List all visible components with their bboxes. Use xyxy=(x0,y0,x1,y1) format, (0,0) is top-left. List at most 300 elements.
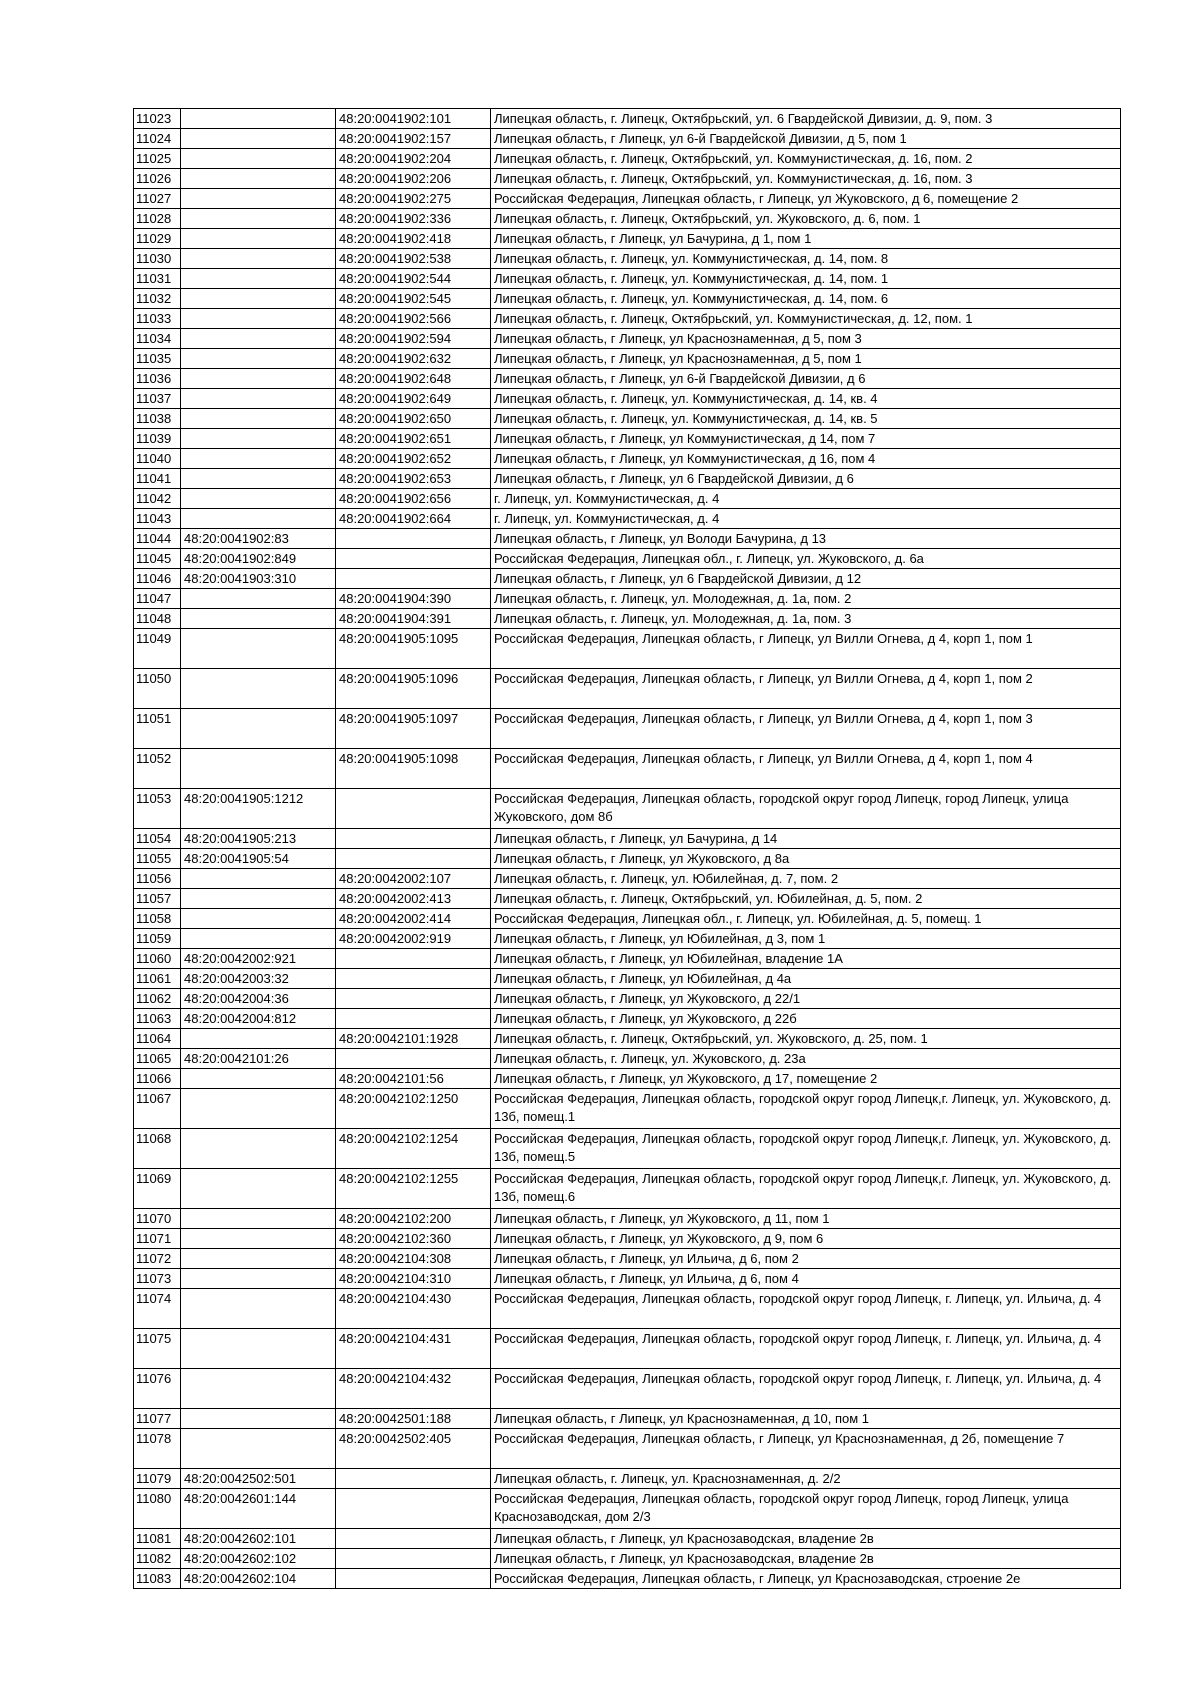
table-row xyxy=(134,1569,1121,1589)
address-cell: Липецкая область, г Липецк, ул Жуковского, д 8а xyxy=(491,849,1121,869)
row-number-cell: 11024 xyxy=(134,129,181,149)
object-cadastral-number-cell xyxy=(336,549,491,569)
object-cadastral-number-cell xyxy=(336,1569,491,1589)
object-cadastral-number-cell: 48:20:0041902:275 xyxy=(336,189,491,209)
table-row xyxy=(134,949,1121,969)
land-cadastral-number-cell xyxy=(181,429,336,449)
land-cadastral-number-cell xyxy=(181,489,336,509)
row-number-cell: 11061 xyxy=(134,969,181,989)
table-row xyxy=(134,609,1121,629)
land-cadastral-number-cell xyxy=(181,189,336,209)
row-number-cell: 11042 xyxy=(134,489,181,509)
land-cadastral-number-cell xyxy=(181,389,336,409)
table-row xyxy=(134,1209,1121,1229)
table-row xyxy=(134,1269,1121,1289)
land-cadastral-number-cell xyxy=(181,909,336,929)
row-number-cell: 11065 xyxy=(134,1049,181,1069)
row-number-cell: 11074 xyxy=(134,1289,181,1329)
table-row xyxy=(134,149,1121,169)
row-number-cell: 11069 xyxy=(134,1169,181,1209)
table-row xyxy=(134,349,1121,369)
address-cell: Российская Федерация, Липецкая область, городской округ город Липецк,г. Липецк, ул. Жуковского, д. 13б, помещ.5 xyxy=(491,1129,1121,1169)
land-cadastral-number-cell: 48:20:0041905:1212 xyxy=(181,789,336,829)
table-row xyxy=(134,1129,1121,1169)
object-cadastral-number-cell xyxy=(336,969,491,989)
address-cell: Липецкая область, г Липецк, ул Юбилейная, д 4а xyxy=(491,969,1121,989)
table-row xyxy=(134,1089,1121,1129)
row-number-cell: 11029 xyxy=(134,229,181,249)
land-cadastral-number-cell xyxy=(181,1129,336,1169)
object-cadastral-number-cell: 48:20:0041902:336 xyxy=(336,209,491,229)
address-cell: Липецкая область, г. Липецк, ул. Коммунистическая, д. 14, кв. 4 xyxy=(491,389,1121,409)
land-cadastral-number-cell xyxy=(181,1169,336,1209)
land-cadastral-number-cell: 48:20:0042004:812 xyxy=(181,1009,336,1029)
document-page xyxy=(133,108,1120,1589)
row-number-cell: 11062 xyxy=(134,989,181,1009)
land-cadastral-number-cell xyxy=(181,409,336,429)
address-cell: Липецкая область, г Липецк, ул Бачурина, д 1, пом 1 xyxy=(491,229,1121,249)
land-cadastral-number-cell: 48:20:0042004:36 xyxy=(181,989,336,1009)
object-cadastral-number-cell xyxy=(336,569,491,589)
row-number-cell: 11030 xyxy=(134,249,181,269)
object-cadastral-number-cell: 48:20:0042002:919 xyxy=(336,929,491,949)
land-cadastral-number-cell xyxy=(181,749,336,789)
address-cell: Липецкая область, г Липецк, ул Жуковского, д 11, пом 1 xyxy=(491,1209,1121,1229)
address-cell: Липецкая область, г. Липецк, Октябрьский, ул. Юбилейная, д. 5, пом. 2 xyxy=(491,889,1121,909)
address-cell: Липецкая область, г Липецк, ул Жуковского, д 22б xyxy=(491,1009,1121,1029)
row-number-cell: 11049 xyxy=(134,629,181,669)
row-number-cell: 11082 xyxy=(134,1549,181,1569)
table-row xyxy=(134,1249,1121,1269)
row-number-cell: 11036 xyxy=(134,369,181,389)
row-number-cell: 11063 xyxy=(134,1009,181,1029)
table-row xyxy=(134,269,1121,289)
address-cell: Российская Федерация, Липецкая область, г Липецк, ул Краснознаменная, д 2б, помещение 7 xyxy=(491,1429,1121,1469)
row-number-cell: 11066 xyxy=(134,1069,181,1089)
address-cell: Липецкая область, г. Липецк, ул. Коммунистическая, д. 14, пом. 1 xyxy=(491,269,1121,289)
land-cadastral-number-cell xyxy=(181,249,336,269)
address-cell: г. Липецк, ул. Коммунистическая, д. 4 xyxy=(491,509,1121,529)
address-cell: Липецкая область, г. Липецк, Октябрьский, ул. Коммунистическая, д. 16, пом. 2 xyxy=(491,149,1121,169)
row-number-cell: 11031 xyxy=(134,269,181,289)
object-cadastral-number-cell: 48:20:0042101:56 xyxy=(336,1069,491,1089)
row-number-cell: 11052 xyxy=(134,749,181,789)
object-cadastral-number-cell: 48:20:0042102:200 xyxy=(336,1209,491,1229)
address-cell: Липецкая область, г Липецк, ул Краснозаводская, владение 2в xyxy=(491,1549,1121,1569)
land-cadastral-number-cell xyxy=(181,1429,336,1469)
object-cadastral-number-cell: 48:20:0041902:566 xyxy=(336,309,491,329)
row-number-cell: 11075 xyxy=(134,1329,181,1369)
row-number-cell: 11079 xyxy=(134,1469,181,1489)
object-cadastral-number-cell xyxy=(336,1009,491,1029)
land-cadastral-number-cell xyxy=(181,149,336,169)
land-cadastral-number-cell xyxy=(181,509,336,529)
object-cadastral-number-cell: 48:20:0041902:206 xyxy=(336,169,491,189)
object-cadastral-number-cell: 48:20:0041904:391 xyxy=(336,609,491,629)
row-number-cell: 11028 xyxy=(134,209,181,229)
address-cell: Российская Федерация, Липецкая область, г Липецк, ул Вилли Огнева, д 4, корп 1, пом 4 xyxy=(491,749,1121,789)
address-cell: Липецкая область, г Липецк, ул 6-й Гвардейской Дивизии, д 5, пом 1 xyxy=(491,129,1121,149)
address-cell: Российская Федерация, Липецкая область, городской округ город Липецк, г. Липецк, ул. Ильича, д. 4 xyxy=(491,1329,1121,1369)
table-row xyxy=(134,969,1121,989)
row-number-cell: 11046 xyxy=(134,569,181,589)
table-row xyxy=(134,989,1121,1009)
table-row xyxy=(134,109,1121,129)
address-cell: Липецкая область, г Липецк, ул Краснознаменная, д 10, пом 1 xyxy=(491,1409,1121,1429)
land-cadastral-number-cell: 48:20:0042602:102 xyxy=(181,1549,336,1569)
row-number-cell: 11034 xyxy=(134,329,181,349)
object-cadastral-number-cell: 48:20:0042104:432 xyxy=(336,1369,491,1409)
land-cadastral-number-cell: 48:20:0041903:310 xyxy=(181,569,336,589)
table-row xyxy=(134,429,1121,449)
land-cadastral-number-cell xyxy=(181,269,336,289)
table-row xyxy=(134,509,1121,529)
land-cadastral-number-cell xyxy=(181,609,336,629)
land-cadastral-number-cell xyxy=(181,109,336,129)
row-number-cell: 11056 xyxy=(134,869,181,889)
row-number-cell: 11083 xyxy=(134,1569,181,1589)
address-cell: Российская Федерация, Липецкая обл., г. Липецк, ул. Юбилейная, д. 5, помещ. 1 xyxy=(491,909,1121,929)
row-number-cell: 11023 xyxy=(134,109,181,129)
row-number-cell: 11070 xyxy=(134,1209,181,1229)
table-row xyxy=(134,1489,1121,1529)
address-cell: Липецкая область, г Липецк, ул Жуковского, д 17, помещение 2 xyxy=(491,1069,1121,1089)
object-cadastral-number-cell: 48:20:0041902:656 xyxy=(336,489,491,509)
address-cell: Липецкая область, г Липецк, ул 6 Гвардейской Дивизии, д 6 xyxy=(491,469,1121,489)
object-cadastral-number-cell: 48:20:0041905:1095 xyxy=(336,629,491,669)
table-row xyxy=(134,289,1121,309)
object-cadastral-number-cell xyxy=(336,1489,491,1529)
row-number-cell: 11078 xyxy=(134,1429,181,1469)
land-cadastral-number-cell: 48:20:0042602:101 xyxy=(181,1529,336,1549)
row-number-cell: 11060 xyxy=(134,949,181,969)
object-cadastral-number-cell: 48:20:0041902:594 xyxy=(336,329,491,349)
address-cell: Липецкая область, г Липецк, ул 6 Гвардейской Дивизии, д 12 xyxy=(491,569,1121,589)
address-cell: Липецкая область, г Липецк, ул Краснознаменная, д 5, пом 3 xyxy=(491,329,1121,349)
table-row xyxy=(134,1409,1121,1429)
table-row xyxy=(134,369,1121,389)
row-number-cell: 11026 xyxy=(134,169,181,189)
row-number-cell: 11040 xyxy=(134,449,181,469)
row-number-cell: 11053 xyxy=(134,789,181,829)
land-cadastral-number-cell xyxy=(181,589,336,609)
row-number-cell: 11077 xyxy=(134,1409,181,1429)
table-row xyxy=(134,329,1121,349)
land-cadastral-number-cell: 48:20:0042101:26 xyxy=(181,1049,336,1069)
land-cadastral-number-cell: 48:20:0041905:54 xyxy=(181,849,336,869)
address-cell: Липецкая область, г Липецк, ул Юбилейная, д 3, пом 1 xyxy=(491,929,1121,949)
address-cell: Липецкая область, г. Липецк, Октябрьский, ул. Коммунистическая, д. 16, пом. 3 xyxy=(491,169,1121,189)
address-cell: Липецкая область, г Липецк, ул Жуковского, д 9, пом 6 xyxy=(491,1229,1121,1249)
land-cadastral-number-cell xyxy=(181,349,336,369)
table-row xyxy=(134,1049,1121,1069)
table-row xyxy=(134,1429,1121,1469)
row-number-cell: 11073 xyxy=(134,1269,181,1289)
address-cell: Российская Федерация, Липецкая область, городской округ город Липецк,г. Липецк, ул. Жуковского, д. 13б, помещ.1 xyxy=(491,1089,1121,1129)
object-cadastral-number-cell: 48:20:0041905:1097 xyxy=(336,709,491,749)
object-cadastral-number-cell: 48:20:0042502:405 xyxy=(336,1429,491,1469)
table-row xyxy=(134,1529,1121,1549)
land-cadastral-number-cell xyxy=(181,469,336,489)
table-row xyxy=(134,469,1121,489)
land-cadastral-number-cell xyxy=(181,369,336,389)
row-number-cell: 11043 xyxy=(134,509,181,529)
land-cadastral-number-cell xyxy=(181,289,336,309)
object-cadastral-number-cell xyxy=(336,849,491,869)
row-number-cell: 11033 xyxy=(134,309,181,329)
table-row xyxy=(134,229,1121,249)
land-cadastral-number-cell: 48:20:0041902:849 xyxy=(181,549,336,569)
address-cell: Российская Федерация, Липецкая область, г Липецк, ул Краснозаводская, строение 2е xyxy=(491,1569,1121,1589)
address-cell: Липецкая область, г Липецк, ул Ильича, д 6, пом 4 xyxy=(491,1269,1121,1289)
address-cell: Российская Федерация, Липецкая область, городской округ город Липецк, город Липецк, улица Краснозаводская, дом 2/3 xyxy=(491,1489,1121,1529)
land-cadastral-number-cell xyxy=(181,229,336,249)
row-number-cell: 11048 xyxy=(134,609,181,629)
address-cell: Российская Федерация, Липецкая область, г Липецк, ул Вилли Огнева, д 4, корп 1, пом 2 xyxy=(491,669,1121,709)
address-cell: Липецкая область, г. Липецк, ул. Коммунистическая, д. 14, пом. 6 xyxy=(491,289,1121,309)
row-number-cell: 11058 xyxy=(134,909,181,929)
object-cadastral-number-cell: 48:20:0041902:650 xyxy=(336,409,491,429)
table-row xyxy=(134,629,1121,669)
row-number-cell: 11038 xyxy=(134,409,181,429)
object-cadastral-number-cell xyxy=(336,989,491,1009)
address-cell: Липецкая область, г. Липецк, Октябрьский, ул. 6 Гвардейской Дивизии, д. 9, пом. 3 xyxy=(491,109,1121,129)
row-number-cell: 11051 xyxy=(134,709,181,749)
object-cadastral-number-cell xyxy=(336,789,491,829)
address-cell: Липецкая область, г Липецк, ул 6-й Гвардейской Дивизии, д 6 xyxy=(491,369,1121,389)
object-cadastral-number-cell: 48:20:0041902:652 xyxy=(336,449,491,469)
object-cadastral-number-cell: 48:20:0042102:1254 xyxy=(336,1129,491,1169)
table-row xyxy=(134,889,1121,909)
object-cadastral-number-cell xyxy=(336,1049,491,1069)
land-cadastral-number-cell xyxy=(181,869,336,889)
table-row xyxy=(134,489,1121,509)
table-row xyxy=(134,1009,1121,1029)
address-cell: Российская Федерация, Липецкая область, г Липецк, ул Жуковского, д 6, помещение 2 xyxy=(491,189,1121,209)
address-cell: Липецкая область, г Липецк, ул Юбилейная, владение 1А xyxy=(491,949,1121,969)
table-row xyxy=(134,829,1121,849)
address-cell: Российская Федерация, Липецкая область, городской округ город Липецк, г. Липецк, ул. Ильича, д. 4 xyxy=(491,1289,1121,1329)
object-cadastral-number-cell: 48:20:0041902:664 xyxy=(336,509,491,529)
land-cadastral-number-cell xyxy=(181,309,336,329)
table-row xyxy=(134,589,1121,609)
row-number-cell: 11080 xyxy=(134,1489,181,1529)
row-number-cell: 11081 xyxy=(134,1529,181,1549)
land-cadastral-number-cell: 48:20:0042602:104 xyxy=(181,1569,336,1589)
address-cell: Российская Федерация, Липецкая обл., г. Липецк, ул. Жуковского, д. 6а xyxy=(491,549,1121,569)
row-number-cell: 11032 xyxy=(134,289,181,309)
object-cadastral-number-cell: 48:20:0041902:632 xyxy=(336,349,491,369)
address-cell: г. Липецк, ул. Коммунистическая, д. 4 xyxy=(491,489,1121,509)
object-cadastral-number-cell: 48:20:0041902:204 xyxy=(336,149,491,169)
object-cadastral-number-cell: 48:20:0041902:653 xyxy=(336,469,491,489)
row-number-cell: 11050 xyxy=(134,669,181,709)
table-row xyxy=(134,389,1121,409)
address-cell: Липецкая область, г. Липецк, ул. Молодежная, д. 1а, пом. 3 xyxy=(491,609,1121,629)
land-cadastral-number-cell xyxy=(181,669,336,709)
address-cell: Липецкая область, г Липецк, ул Жуковского, д 22/1 xyxy=(491,989,1121,1009)
object-cadastral-number-cell: 48:20:0042102:1255 xyxy=(336,1169,491,1209)
address-cell: Липецкая область, г. Липецк, ул. Коммунистическая, д. 14, кв. 5 xyxy=(491,409,1121,429)
table-row xyxy=(134,1289,1121,1329)
row-number-cell: 11027 xyxy=(134,189,181,209)
object-cadastral-number-cell: 48:20:0041902:544 xyxy=(336,269,491,289)
object-cadastral-number-cell: 48:20:0042002:413 xyxy=(336,889,491,909)
object-cadastral-number-cell: 48:20:0041902:545 xyxy=(336,289,491,309)
table-row xyxy=(134,669,1121,709)
address-cell: Российская Федерация, Липецкая область, городской округ город Липецк, город Липецк, улица Жуковского, дом 8б xyxy=(491,789,1121,829)
object-cadastral-number-cell: 48:20:0041902:651 xyxy=(336,429,491,449)
row-number-cell: 11041 xyxy=(134,469,181,489)
object-cadastral-number-cell xyxy=(336,829,491,849)
land-cadastral-number-cell xyxy=(181,1329,336,1369)
row-number-cell: 11045 xyxy=(134,549,181,569)
table-row xyxy=(134,709,1121,749)
object-cadastral-number-cell: 48:20:0042002:107 xyxy=(336,869,491,889)
land-cadastral-number-cell xyxy=(181,1249,336,1269)
object-cadastral-number-cell: 48:20:0041902:648 xyxy=(336,369,491,389)
table-row xyxy=(134,749,1121,789)
table-row xyxy=(134,129,1121,149)
address-cell: Российская Федерация, Липецкая область, г Липецк, ул Вилли Огнева, д 4, корп 1, пом 3 xyxy=(491,709,1121,749)
row-number-cell: 11054 xyxy=(134,829,181,849)
address-cell: Липецкая область, г. Липецк, Октябрьский, ул. Коммунистическая, д. 12, пом. 1 xyxy=(491,309,1121,329)
land-cadastral-number-cell: 48:20:0042003:32 xyxy=(181,969,336,989)
row-number-cell: 11059 xyxy=(134,929,181,949)
land-cadastral-number-cell xyxy=(181,1089,336,1129)
land-cadastral-number-cell xyxy=(181,449,336,469)
land-cadastral-number-cell xyxy=(181,1269,336,1289)
object-cadastral-number-cell: 48:20:0042102:360 xyxy=(336,1229,491,1249)
object-cadastral-number-cell: 48:20:0041902:538 xyxy=(336,249,491,269)
table-row xyxy=(134,849,1121,869)
object-cadastral-number-cell: 48:20:0041904:390 xyxy=(336,589,491,609)
table-row xyxy=(134,909,1121,929)
address-cell: Липецкая область, г Липецк, ул Володи Бачурина, д 13 xyxy=(491,529,1121,549)
land-cadastral-number-cell: 48:20:0042502:501 xyxy=(181,1469,336,1489)
table-row xyxy=(134,1369,1121,1409)
row-number-cell: 11039 xyxy=(134,429,181,449)
land-cadastral-number-cell xyxy=(181,629,336,669)
object-cadastral-number-cell: 48:20:0041905:1098 xyxy=(336,749,491,789)
object-cadastral-number-cell xyxy=(336,1529,491,1549)
row-number-cell: 11037 xyxy=(134,389,181,409)
row-number-cell: 11047 xyxy=(134,589,181,609)
row-number-cell: 11067 xyxy=(134,1089,181,1129)
object-cadastral-number-cell xyxy=(336,949,491,969)
row-number-cell: 11072 xyxy=(134,1249,181,1269)
row-number-cell: 11035 xyxy=(134,349,181,369)
object-cadastral-number-cell: 48:20:0042501:188 xyxy=(336,1409,491,1429)
row-number-cell: 11076 xyxy=(134,1369,181,1409)
table-row xyxy=(134,929,1121,949)
address-cell: Российская Федерация, Липецкая область, городской округ город Липецк,г. Липецк, ул. Жуковского, д. 13б, помещ.6 xyxy=(491,1169,1121,1209)
land-cadastral-number-cell xyxy=(181,929,336,949)
table-row xyxy=(134,569,1121,589)
land-cadastral-number-cell: 48:20:0042002:921 xyxy=(181,949,336,969)
land-cadastral-number-cell xyxy=(181,1029,336,1049)
row-number-cell: 11068 xyxy=(134,1129,181,1169)
row-number-cell: 11064 xyxy=(134,1029,181,1049)
address-cell: Липецкая область, г Липецк, ул Бачурина, д 14 xyxy=(491,829,1121,849)
row-number-cell: 11071 xyxy=(134,1229,181,1249)
table-body xyxy=(134,109,1121,1589)
object-cadastral-number-cell: 48:20:0041902:157 xyxy=(336,129,491,149)
object-cadastral-number-cell: 48:20:0042104:310 xyxy=(336,1269,491,1289)
object-cadastral-number-cell: 48:20:0042104:430 xyxy=(336,1289,491,1329)
table-row xyxy=(134,189,1121,209)
land-cadastral-number-cell: 48:20:0041902:83 xyxy=(181,529,336,549)
table-row xyxy=(134,1169,1121,1209)
land-cadastral-number-cell xyxy=(181,209,336,229)
table-row xyxy=(134,1469,1121,1489)
address-cell: Липецкая область, г. Липецк, ул. Жуковского, д. 23а xyxy=(491,1049,1121,1069)
land-cadastral-number-cell xyxy=(181,169,336,189)
object-cadastral-number-cell: 48:20:0042102:1250 xyxy=(336,1089,491,1129)
table-row xyxy=(134,249,1121,269)
table-row xyxy=(134,1069,1121,1089)
object-cadastral-number-cell xyxy=(336,1469,491,1489)
row-number-cell: 11025 xyxy=(134,149,181,169)
land-cadastral-number-cell: 48:20:0042601:144 xyxy=(181,1489,336,1529)
row-number-cell: 11057 xyxy=(134,889,181,909)
table-row xyxy=(134,549,1121,569)
property-table xyxy=(133,108,1121,1589)
table-row xyxy=(134,1029,1121,1049)
object-cadastral-number-cell: 48:20:0042002:414 xyxy=(336,909,491,929)
address-cell: Липецкая область, г Липецк, ул Ильича, д 6, пом 2 xyxy=(491,1249,1121,1269)
address-cell: Российская Федерация, Липецкая область, городской округ город Липецк, г. Липецк, ул. Ильича, д. 4 xyxy=(491,1369,1121,1409)
land-cadastral-number-cell xyxy=(181,709,336,749)
address-cell: Липецкая область, г. Липецк, ул. Коммунистическая, д. 14, пом. 8 xyxy=(491,249,1121,269)
object-cadastral-number-cell xyxy=(336,529,491,549)
address-cell: Липецкая область, г. Липецк, ул. Краснознаменная, д. 2/2 xyxy=(491,1469,1121,1489)
land-cadastral-number-cell xyxy=(181,889,336,909)
land-cadastral-number-cell xyxy=(181,1369,336,1409)
object-cadastral-number-cell: 48:20:0041902:418 xyxy=(336,229,491,249)
address-cell: Липецкая область, г. Липецк, Октябрьский, ул. Жуковского, д. 6, пом. 1 xyxy=(491,209,1121,229)
row-number-cell: 11044 xyxy=(134,529,181,549)
address-cell: Липецкая область, г. Липецк, Октябрьский, ул. Жуковского, д. 25, пом. 1 xyxy=(491,1029,1121,1049)
table-row xyxy=(134,869,1121,889)
address-cell: Липецкая область, г Липецк, ул Краснознаменная, д 5, пом 1 xyxy=(491,349,1121,369)
table-row xyxy=(134,1229,1121,1249)
table-row xyxy=(134,789,1121,829)
land-cadastral-number-cell xyxy=(181,1069,336,1089)
table-row xyxy=(134,209,1121,229)
object-cadastral-number-cell xyxy=(336,1549,491,1569)
table-row xyxy=(134,409,1121,429)
address-cell: Липецкая область, г Липецк, ул Коммунистическая, д 16, пом 4 xyxy=(491,449,1121,469)
land-cadastral-number-cell xyxy=(181,1209,336,1229)
address-cell: Липецкая область, г Липецк, ул Коммунистическая, д 14, пом 7 xyxy=(491,429,1121,449)
object-cadastral-number-cell: 48:20:0042101:1928 xyxy=(336,1029,491,1049)
table-row xyxy=(134,169,1121,189)
land-cadastral-number-cell: 48:20:0041905:213 xyxy=(181,829,336,849)
address-cell: Липецкая область, г. Липецк, ул. Молодежная, д. 1а, пом. 2 xyxy=(491,589,1121,609)
land-cadastral-number-cell xyxy=(181,329,336,349)
object-cadastral-number-cell: 48:20:0041905:1096 xyxy=(336,669,491,709)
address-cell: Российская Федерация, Липецкая область, г Липецк, ул Вилли Огнева, д 4, корп 1, пом 1 xyxy=(491,629,1121,669)
object-cadastral-number-cell: 48:20:0042104:308 xyxy=(336,1249,491,1269)
land-cadastral-number-cell xyxy=(181,129,336,149)
object-cadastral-number-cell: 48:20:0042104:431 xyxy=(336,1329,491,1369)
land-cadastral-number-cell xyxy=(181,1409,336,1429)
table-row xyxy=(134,1329,1121,1369)
table-row xyxy=(134,1549,1121,1569)
table-row xyxy=(134,529,1121,549)
land-cadastral-number-cell xyxy=(181,1229,336,1249)
